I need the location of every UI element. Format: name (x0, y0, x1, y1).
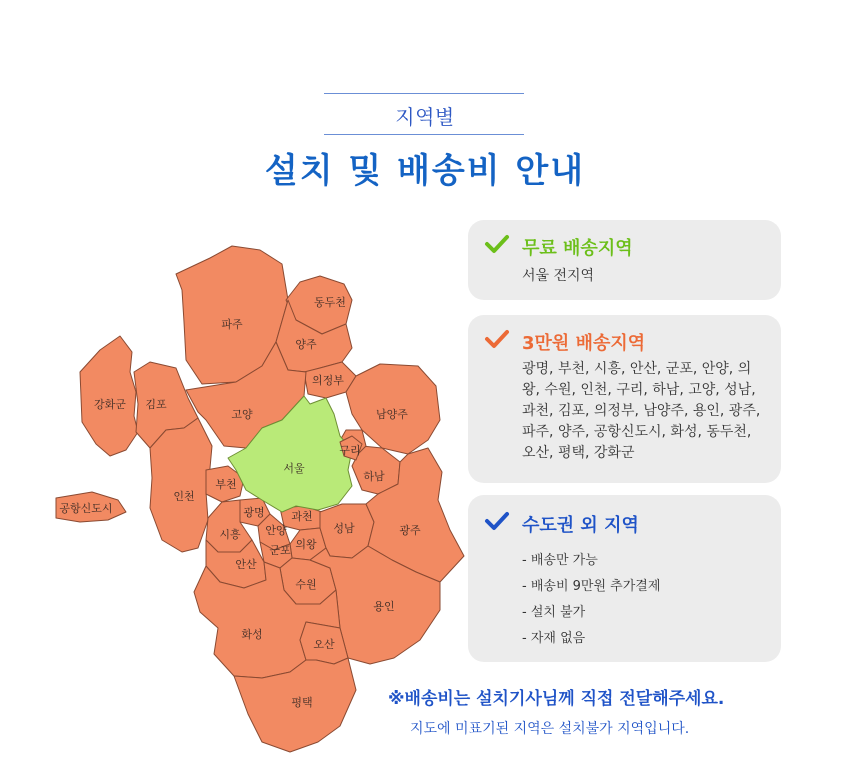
label-uiwang: 의왕 (295, 538, 317, 551)
free-delivery-body: 서울 전지역 (522, 268, 595, 284)
list-item: - 배송비 9만원 추가결제 (522, 579, 661, 594)
label-gwangmyeong: 광명 (243, 506, 265, 519)
outside-region-title: 수도권 외 지역 (522, 515, 639, 536)
label-paju: 파주 (221, 318, 243, 331)
label-goyang: 고양 (231, 408, 253, 421)
label-gimpo: 김포 (145, 398, 167, 411)
free-delivery-title: 무료 배송지역 (522, 238, 633, 259)
paid-delivery-title: 3만원 배송지역 (522, 333, 646, 354)
list-item: - 배송만 가능 (522, 553, 598, 568)
label-anyang: 안양 (265, 524, 287, 537)
check-icon (484, 233, 510, 255)
outside-region-list (522, 548, 767, 652)
free-delivery-card (468, 220, 781, 300)
label-ansan: 안산 (235, 558, 257, 571)
label-seoul: 서울 (283, 462, 305, 475)
label-yongin: 용인 (373, 600, 395, 613)
region-incheon (150, 418, 212, 552)
label-suwon: 수원 (295, 578, 317, 591)
label-airport: 공항신도시 (59, 502, 113, 515)
label-uijeongbu: 의정부 (312, 374, 344, 387)
label-ganghwa: 강화군 (94, 398, 126, 411)
label-gunpo: 군포 (269, 544, 291, 557)
page-title: 설치 및 배송비 안내 (264, 151, 586, 191)
paid-delivery-body: 광명, 부천, 시흥, 안산, 군포, 안양, 의왕, 수원, 인천, 구리, 하남, 고양, 성남, 과천, 김포, 의정부, 남양주, 용인, 광주, 파주, 양주, 공항신도시, 화성, 동두천, 오산, 평택, 강화군 (522, 361, 761, 461)
delivery-fee-note: ※배송비는 설치기사님께 직접 전달해주세요. (388, 689, 725, 709)
label-pyeongtaek: 평택 (291, 696, 313, 709)
label-seongnam: 성남 (333, 522, 355, 535)
label-yangju: 양주 (295, 338, 317, 351)
label-gwangju: 광주 (399, 524, 421, 537)
label-namyangju: 남양주 (376, 408, 408, 421)
label-gwacheon: 과천 (291, 510, 313, 523)
paid-delivery-card (468, 315, 781, 483)
label-bucheon: 부천 (215, 478, 237, 491)
label-guri: 구리 (339, 444, 361, 457)
region-ganghwa (80, 336, 138, 456)
label-osan: 오산 (313, 638, 335, 651)
label-siheung: 시흥 (219, 528, 241, 541)
label-hanam: 하남 (363, 470, 385, 483)
check-icon (484, 328, 510, 350)
check-icon (484, 510, 510, 532)
page-subtitle: 지역별 (395, 105, 455, 129)
outside-region-card (468, 495, 781, 662)
label-dongducheon: 동두천 (314, 296, 346, 309)
unlisted-region-note: 지도에 미표기된 지역은 설치불가 지역입니다. (410, 721, 690, 737)
list-item: - 설치 불가 (522, 605, 586, 620)
list-item: - 자재 없음 (522, 631, 586, 646)
label-hwaseong: 화성 (241, 628, 263, 641)
label-incheon: 인천 (173, 490, 195, 503)
